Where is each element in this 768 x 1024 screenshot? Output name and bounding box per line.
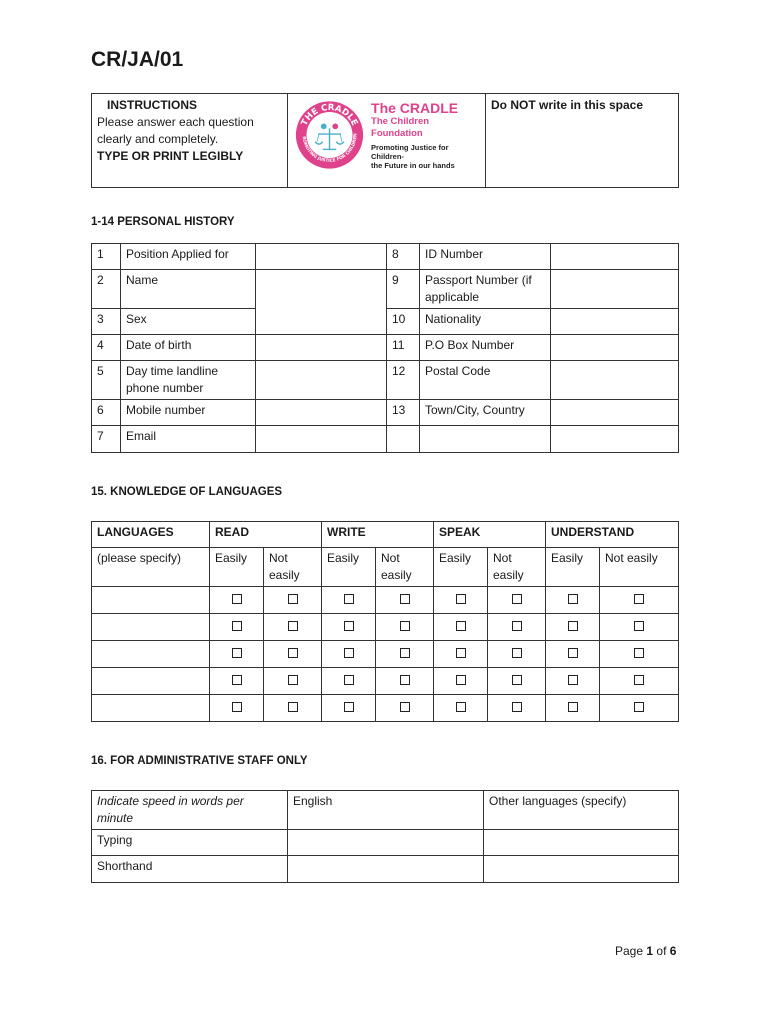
- language-name-input[interactable]: [92, 614, 210, 641]
- field-input-id-number[interactable]: [551, 244, 679, 270]
- checkbox[interactable]: [344, 648, 354, 658]
- checkbox[interactable]: [232, 675, 242, 685]
- field-label: Passport Number (if applicable: [420, 270, 551, 309]
- row-number: 4: [92, 335, 121, 361]
- checkbox[interactable]: [512, 648, 522, 658]
- row-number: 5: [92, 361, 121, 400]
- col-header-understand: UNDERSTAND: [546, 522, 679, 548]
- row-number: 9: [387, 270, 420, 309]
- checkbox[interactable]: [568, 594, 578, 604]
- row-number: 10: [387, 309, 420, 335]
- logo-ring-text: THE CRADLE: [299, 102, 360, 128]
- col-header-write: WRITE: [322, 522, 434, 548]
- row-number: 8: [387, 244, 420, 270]
- document-code: CR/JA/01: [91, 48, 184, 71]
- field-input-postal-code[interactable]: [551, 361, 679, 400]
- checkbox[interactable]: [512, 621, 522, 631]
- field-label: ID Number: [420, 244, 551, 270]
- row-number: 7: [92, 426, 121, 453]
- col-header-english: English: [288, 791, 484, 830]
- page-label: Page: [615, 944, 644, 958]
- checkbox[interactable]: [400, 702, 410, 712]
- checkbox[interactable]: [512, 702, 522, 712]
- typing-label: Typing: [92, 830, 288, 856]
- section-title-admin: 16. FOR ADMINISTRATIVE STAFF ONLY: [91, 755, 308, 767]
- language-name-input[interactable]: [92, 641, 210, 668]
- row-number: 13: [387, 400, 420, 426]
- field-label: Town/City, Country: [420, 400, 551, 426]
- personal-history-table: [91, 243, 679, 453]
- checkbox[interactable]: [288, 648, 298, 658]
- field-label: Nationality: [420, 309, 551, 335]
- instructions-cell: [92, 94, 288, 188]
- checkbox[interactable]: [344, 621, 354, 631]
- row-number: 1: [92, 244, 121, 270]
- field-label: Sex: [121, 309, 256, 335]
- checkbox[interactable]: [568, 621, 578, 631]
- col-header-other-languages: Other languages (specify): [484, 791, 679, 830]
- field-input-nationality[interactable]: [551, 309, 679, 335]
- logo-cell: [288, 94, 486, 188]
- admin-table: [91, 790, 679, 883]
- shorthand-label: Shorthand: [92, 856, 288, 883]
- subheader-not-easily: Not easily: [376, 548, 434, 587]
- page-current: 1: [646, 944, 654, 958]
- subheader-easily: Easily: [546, 548, 600, 587]
- field-label: Position Applied for: [121, 244, 256, 270]
- checkbox[interactable]: [400, 621, 410, 631]
- shorthand-english-input[interactable]: [288, 856, 484, 883]
- checkbox[interactable]: [512, 675, 522, 685]
- field-label: P.O Box Number: [420, 335, 551, 361]
- instructions-line: Please answer each question: [97, 115, 254, 129]
- field-input-passport[interactable]: [551, 270, 679, 309]
- checkbox[interactable]: [400, 594, 410, 604]
- logo-tagline: the Future in our hands: [371, 161, 455, 170]
- row-number: 12: [387, 361, 420, 400]
- checkbox[interactable]: [456, 702, 466, 712]
- row-number: 3: [92, 309, 121, 335]
- indicate-speed-label: Indicate speed in words per minute: [92, 791, 288, 830]
- subheader-easily: Easily: [210, 548, 264, 587]
- checkbox[interactable]: [232, 648, 242, 658]
- checkbox[interactable]: [232, 702, 242, 712]
- section-title-languages: 15. KNOWLEDGE OF LANGUAGES: [91, 486, 283, 498]
- col-header-speak: SPEAK: [434, 522, 546, 548]
- field-label: Mobile number: [121, 400, 256, 426]
- subheader-easily: Easily: [434, 548, 488, 587]
- instructions-title: INSTRUCTIONS: [107, 98, 197, 112]
- field-input-mobile[interactable]: [256, 400, 387, 426]
- language-name-input[interactable]: [92, 695, 210, 722]
- logo-tagline: Promoting Justice for Children-: [371, 143, 449, 161]
- instructions-emphasis: TYPE OR PRINT LEGIBLY: [97, 149, 244, 163]
- header-table: [91, 93, 679, 188]
- typing-english-input[interactable]: [288, 830, 484, 856]
- checkbox[interactable]: [456, 675, 466, 685]
- page-number: [615, 944, 676, 958]
- field-input-town[interactable]: [551, 400, 679, 426]
- checkbox[interactable]: [634, 648, 644, 658]
- checkbox[interactable]: [344, 594, 354, 604]
- checkbox[interactable]: [400, 648, 410, 658]
- row-number: [387, 426, 420, 453]
- field-input-extra[interactable]: [551, 426, 679, 453]
- please-specify-label: (please specify): [92, 548, 210, 587]
- col-header-languages: LANGUAGES: [92, 522, 210, 548]
- checkbox[interactable]: [456, 648, 466, 658]
- field-label: [420, 426, 551, 453]
- logo-subtitle: The Children Foundation: [371, 116, 430, 139]
- subheader-not-easily: Not easily: [264, 548, 322, 587]
- checkbox[interactable]: [634, 621, 644, 631]
- office-use-cell: Do NOT write in this space: [486, 94, 679, 188]
- field-input-dob[interactable]: [256, 335, 387, 361]
- field-label: Postal Code: [420, 361, 551, 400]
- checkbox[interactable]: [288, 675, 298, 685]
- subheader-easily: Easily: [322, 548, 376, 587]
- field-input-email[interactable]: [256, 426, 387, 453]
- field-input-po-box[interactable]: [551, 335, 679, 361]
- checkbox[interactable]: [288, 594, 298, 604]
- instructions-line: clearly and completely.: [97, 132, 219, 146]
- checkbox[interactable]: [288, 702, 298, 712]
- checkbox[interactable]: [634, 675, 644, 685]
- field-input-name-sex[interactable]: [256, 270, 387, 335]
- language-name-input[interactable]: [92, 668, 210, 695]
- checkbox[interactable]: [288, 621, 298, 631]
- page-total: 6: [669, 944, 677, 958]
- field-label: Day time landline phone number: [121, 361, 256, 400]
- field-label: Email: [121, 426, 256, 453]
- subheader-not-easily: Not easily: [600, 548, 679, 587]
- checkbox[interactable]: [344, 702, 354, 712]
- row-number: 11: [387, 335, 420, 361]
- logo-title: The CRADLE: [371, 100, 459, 116]
- subheader-not-easily: Not easily: [488, 548, 546, 587]
- checkbox[interactable]: [456, 594, 466, 604]
- page-of: of: [656, 944, 667, 958]
- col-header-read: READ: [210, 522, 322, 548]
- shorthand-other-input[interactable]: [484, 856, 679, 883]
- checkbox[interactable]: [344, 675, 354, 685]
- checkbox[interactable]: [512, 594, 522, 604]
- checkbox[interactable]: [232, 621, 242, 631]
- checkbox[interactable]: [634, 594, 644, 604]
- row-number: 2: [92, 270, 121, 309]
- row-number: 6: [92, 400, 121, 426]
- field-label: Date of birth: [121, 335, 256, 361]
- field-input-position[interactable]: [256, 244, 387, 270]
- checkbox[interactable]: [568, 648, 578, 658]
- language-name-input[interactable]: [92, 587, 210, 614]
- checkbox[interactable]: [232, 594, 242, 604]
- field-label: Name: [121, 270, 256, 309]
- field-input-landline[interactable]: [256, 361, 387, 400]
- typing-other-input[interactable]: [484, 830, 679, 856]
- languages-table: [91, 521, 679, 722]
- logo-ring-bottom-text: ROMOTING JUSTICE FOR CHILDREN: [300, 133, 359, 164]
- section-title-personal-history: 1-14 PERSONAL HISTORY: [91, 216, 235, 228]
- cradle-logo-icon: [294, 98, 365, 172]
- checkbox[interactable]: [634, 702, 644, 712]
- checkbox[interactable]: [568, 675, 578, 685]
- checkbox[interactable]: [456, 621, 466, 631]
- checkbox[interactable]: [568, 702, 578, 712]
- checkbox[interactable]: [400, 675, 410, 685]
